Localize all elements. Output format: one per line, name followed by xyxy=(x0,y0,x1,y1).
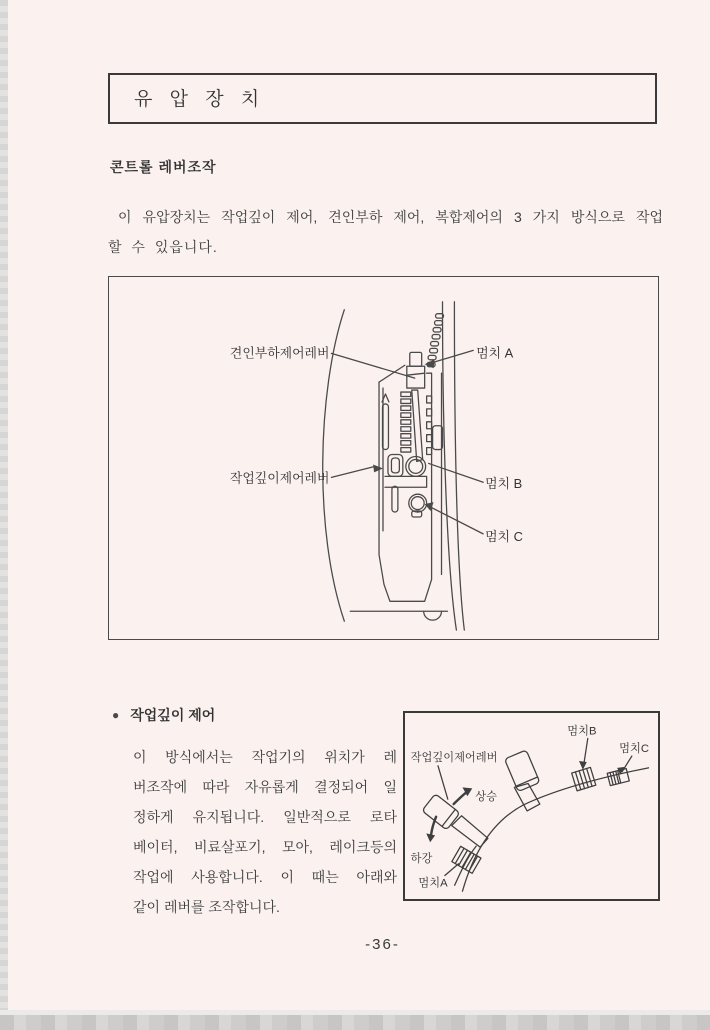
label-depth-lever: 작업깊이제어레버 xyxy=(229,470,330,486)
paragraph-line: 버조작에 따라 자유롭게 결정되어 일 xyxy=(133,779,397,795)
stopper-c-knob-inner xyxy=(411,497,424,510)
body-contour-right-2 xyxy=(454,302,464,630)
stopper-b-knob-inner xyxy=(409,459,423,473)
leader-depth-lever xyxy=(331,466,375,477)
section2-heading-row xyxy=(112,705,215,725)
figure-control-levers xyxy=(108,276,659,640)
leader-stopper-a xyxy=(434,350,474,362)
label-traction-lever: 견인부하제어레버 xyxy=(229,345,330,361)
paragraph-line: 작업에 사용합니다. 이 때는 아래와 xyxy=(133,869,397,885)
stopper-b-block xyxy=(572,767,596,791)
label-stopper-a: 멈치A xyxy=(418,877,448,890)
section1-paragraph-line2: 할 수 있읍니다. xyxy=(108,239,218,255)
leader-stopper-b xyxy=(584,738,588,763)
lever-position-diagram xyxy=(405,713,658,899)
page-title: 유 압 장 치 xyxy=(134,89,266,110)
leader-stopper-a xyxy=(445,864,459,876)
floor-arc xyxy=(424,611,442,620)
section1-paragraph-line1: 이 유압장치는 작업깊이 제어, 견인부하 제어, 복합제어의 3 가지 방식으로 작업 xyxy=(118,209,663,225)
label-depth-lever: 작업깊이제어레버 xyxy=(410,751,498,764)
rise-arrow-shaft xyxy=(454,792,467,804)
page-number: -36- xyxy=(365,936,400,953)
page-title-box xyxy=(108,73,657,124)
paragraph-line: 베이터, 비료살포기, 모아, 레이크등의 xyxy=(133,839,397,855)
figure-lever-positions xyxy=(403,711,660,901)
paragraph-line: 이 방식에서는 작업기의 위치가 레 xyxy=(133,749,397,765)
leader-depth-lever xyxy=(438,766,448,799)
label-stopper-b: 멈치 B xyxy=(485,476,523,492)
label-stopper-c: 멈치C xyxy=(619,743,649,756)
scan-edge-left xyxy=(0,0,8,1030)
rail-notches xyxy=(427,396,432,455)
leader-stopper-c xyxy=(429,506,484,534)
fall-arrowhead xyxy=(426,833,435,842)
stopper-c-block xyxy=(607,769,629,786)
label-fall: 하강 xyxy=(410,852,433,865)
quadrant-notches xyxy=(427,314,443,367)
label-stopper-b: 멈치B xyxy=(567,725,597,738)
section1-heading: 콘트롤 레버조작 xyxy=(110,159,217,175)
lever-blade xyxy=(412,390,423,461)
leader-traction-lever xyxy=(331,353,414,378)
scan-edge-bottom xyxy=(0,1010,710,1030)
section2-heading: 작업깊이 제어 xyxy=(130,707,216,723)
notch-track xyxy=(401,392,411,452)
control-lever-diagram xyxy=(109,277,657,638)
traction-lever-knob xyxy=(410,352,422,366)
bracket-bar xyxy=(385,476,427,487)
quadrant-arc xyxy=(462,768,648,891)
lever-raised xyxy=(505,750,540,811)
section2-paragraph xyxy=(133,742,397,922)
stopper-a-block xyxy=(452,846,481,873)
label-rise: 상승 xyxy=(475,791,497,804)
paragraph-line: 같이 레버를 조작합니다. xyxy=(133,899,280,915)
label-stopper-a: 멈치 A xyxy=(476,345,514,361)
depth-lever-handle-inner xyxy=(391,458,399,473)
traction-lever-block-line xyxy=(407,373,425,375)
label-stopper-c: 멈치 C xyxy=(485,528,523,544)
lever-slot-lower xyxy=(392,486,398,512)
bullet-icon: ● xyxy=(112,708,120,722)
arrowhead-depth-lever xyxy=(373,464,383,472)
paragraph-line: 정하게 유지됩니다. 일반적으로 로타 xyxy=(133,809,397,825)
